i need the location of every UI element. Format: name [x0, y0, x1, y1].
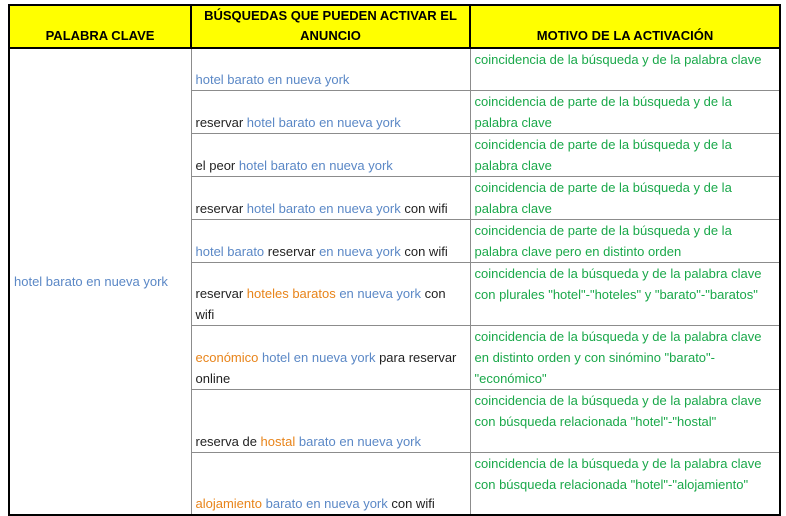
activation-reason-cell: coincidencia de parte de la búsqueda y de la palabra clave pero en distinto orden: [470, 219, 780, 262]
search-query-segment: económico: [195, 349, 259, 365]
search-query-segment: con wifi: [195, 285, 446, 322]
search-query-cell: [191, 176, 470, 219]
search-query-segment: hostal: [260, 433, 296, 449]
keyword-match-table-wrapper: [8, 4, 781, 516]
search-query-cell: [191, 389, 470, 452]
search-query-cell: [191, 325, 470, 389]
search-query-segment: con wifi: [387, 496, 435, 511]
search-query-segment: en nueva york: [335, 285, 421, 301]
header-row: [9, 5, 780, 48]
search-query-segment: con wifi: [400, 243, 448, 259]
activation-reason-cell: coincidencia de la búsqueda y de la palabra clave con búsqueda relacionada "hotel"-"hostal": [470, 389, 780, 452]
table-row: [9, 48, 780, 90]
search-query-cell: [191, 219, 470, 262]
search-query-cell: [191, 48, 470, 90]
activation-reason-cell: coincidencia de la búsqueda y de la palabra clave en distinto orden y con sinómino "barato"-"económico": [470, 325, 780, 389]
search-query-segment: reserva de: [195, 433, 261, 449]
activation-reason-cell: coincidencia de parte de la búsqueda y de la palabra clave: [470, 90, 780, 133]
search-query-segment: con wifi: [400, 200, 448, 216]
search-query-segment: hotel barato: [195, 243, 268, 259]
search-query-cell: [191, 262, 470, 325]
keyword-cell: [9, 48, 191, 515]
activation-reason-cell: coincidencia de la búsqueda y de la palabra clave: [470, 48, 780, 90]
header-keyword: PALABRA CLAVE: [9, 5, 191, 48]
search-query-segment: el peor: [195, 157, 239, 173]
search-query-segment: reservar: [195, 200, 247, 216]
search-query-segment: barato en nueva york: [262, 496, 388, 511]
search-query-segment: hotel barato en nueva york: [238, 157, 393, 173]
table-body: [9, 48, 780, 515]
search-query-cell: [191, 133, 470, 176]
search-query-segment: barato en nueva york: [295, 433, 421, 449]
search-query-segment: reservar: [195, 285, 247, 301]
activation-reason-cell: coincidencia de la búsqueda y de la palabra clave con plurales "hotel"-"hoteles" y "barato"-"baratos": [470, 262, 780, 325]
search-query-cell: [191, 452, 470, 515]
search-query-segment: hoteles baratos: [246, 285, 336, 301]
search-query-segment: reservar: [195, 114, 247, 130]
search-query-segment: hotel barato en nueva york: [246, 200, 401, 216]
search-query-segment: en nueva york: [319, 243, 401, 259]
search-query-segment: reservar: [267, 243, 320, 259]
activation-reason-cell: coincidencia de parte de la búsqueda y de la palabra clave: [470, 176, 780, 219]
search-query-segment: hotel en nueva york: [258, 349, 376, 365]
header-reason: MOTIVO DE LA ACTIVACIÓN: [470, 5, 780, 48]
header-searches: BÚSQUEDAS QUE PUEDEN ACTIVAR EL ANUNCIO: [191, 5, 470, 48]
search-query-segment: para reservar online: [195, 349, 457, 386]
search-query-segment: hotel barato en nueva york: [195, 71, 350, 87]
activation-reason-cell: coincidencia de la búsqueda y de la palabra clave con búsqueda relacionada "hotel"-"alojamiento": [470, 452, 780, 515]
activation-reason-cell: coincidencia de parte de la búsqueda y de la palabra clave: [470, 133, 780, 176]
search-query-segment: hotel barato en nueva york: [246, 114, 401, 130]
search-query-segment: alojamiento: [195, 496, 262, 511]
search-query-cell: [191, 90, 470, 133]
keyword-text: hotel barato en nueva york: [14, 274, 168, 289]
keyword-match-table: [8, 4, 781, 516]
